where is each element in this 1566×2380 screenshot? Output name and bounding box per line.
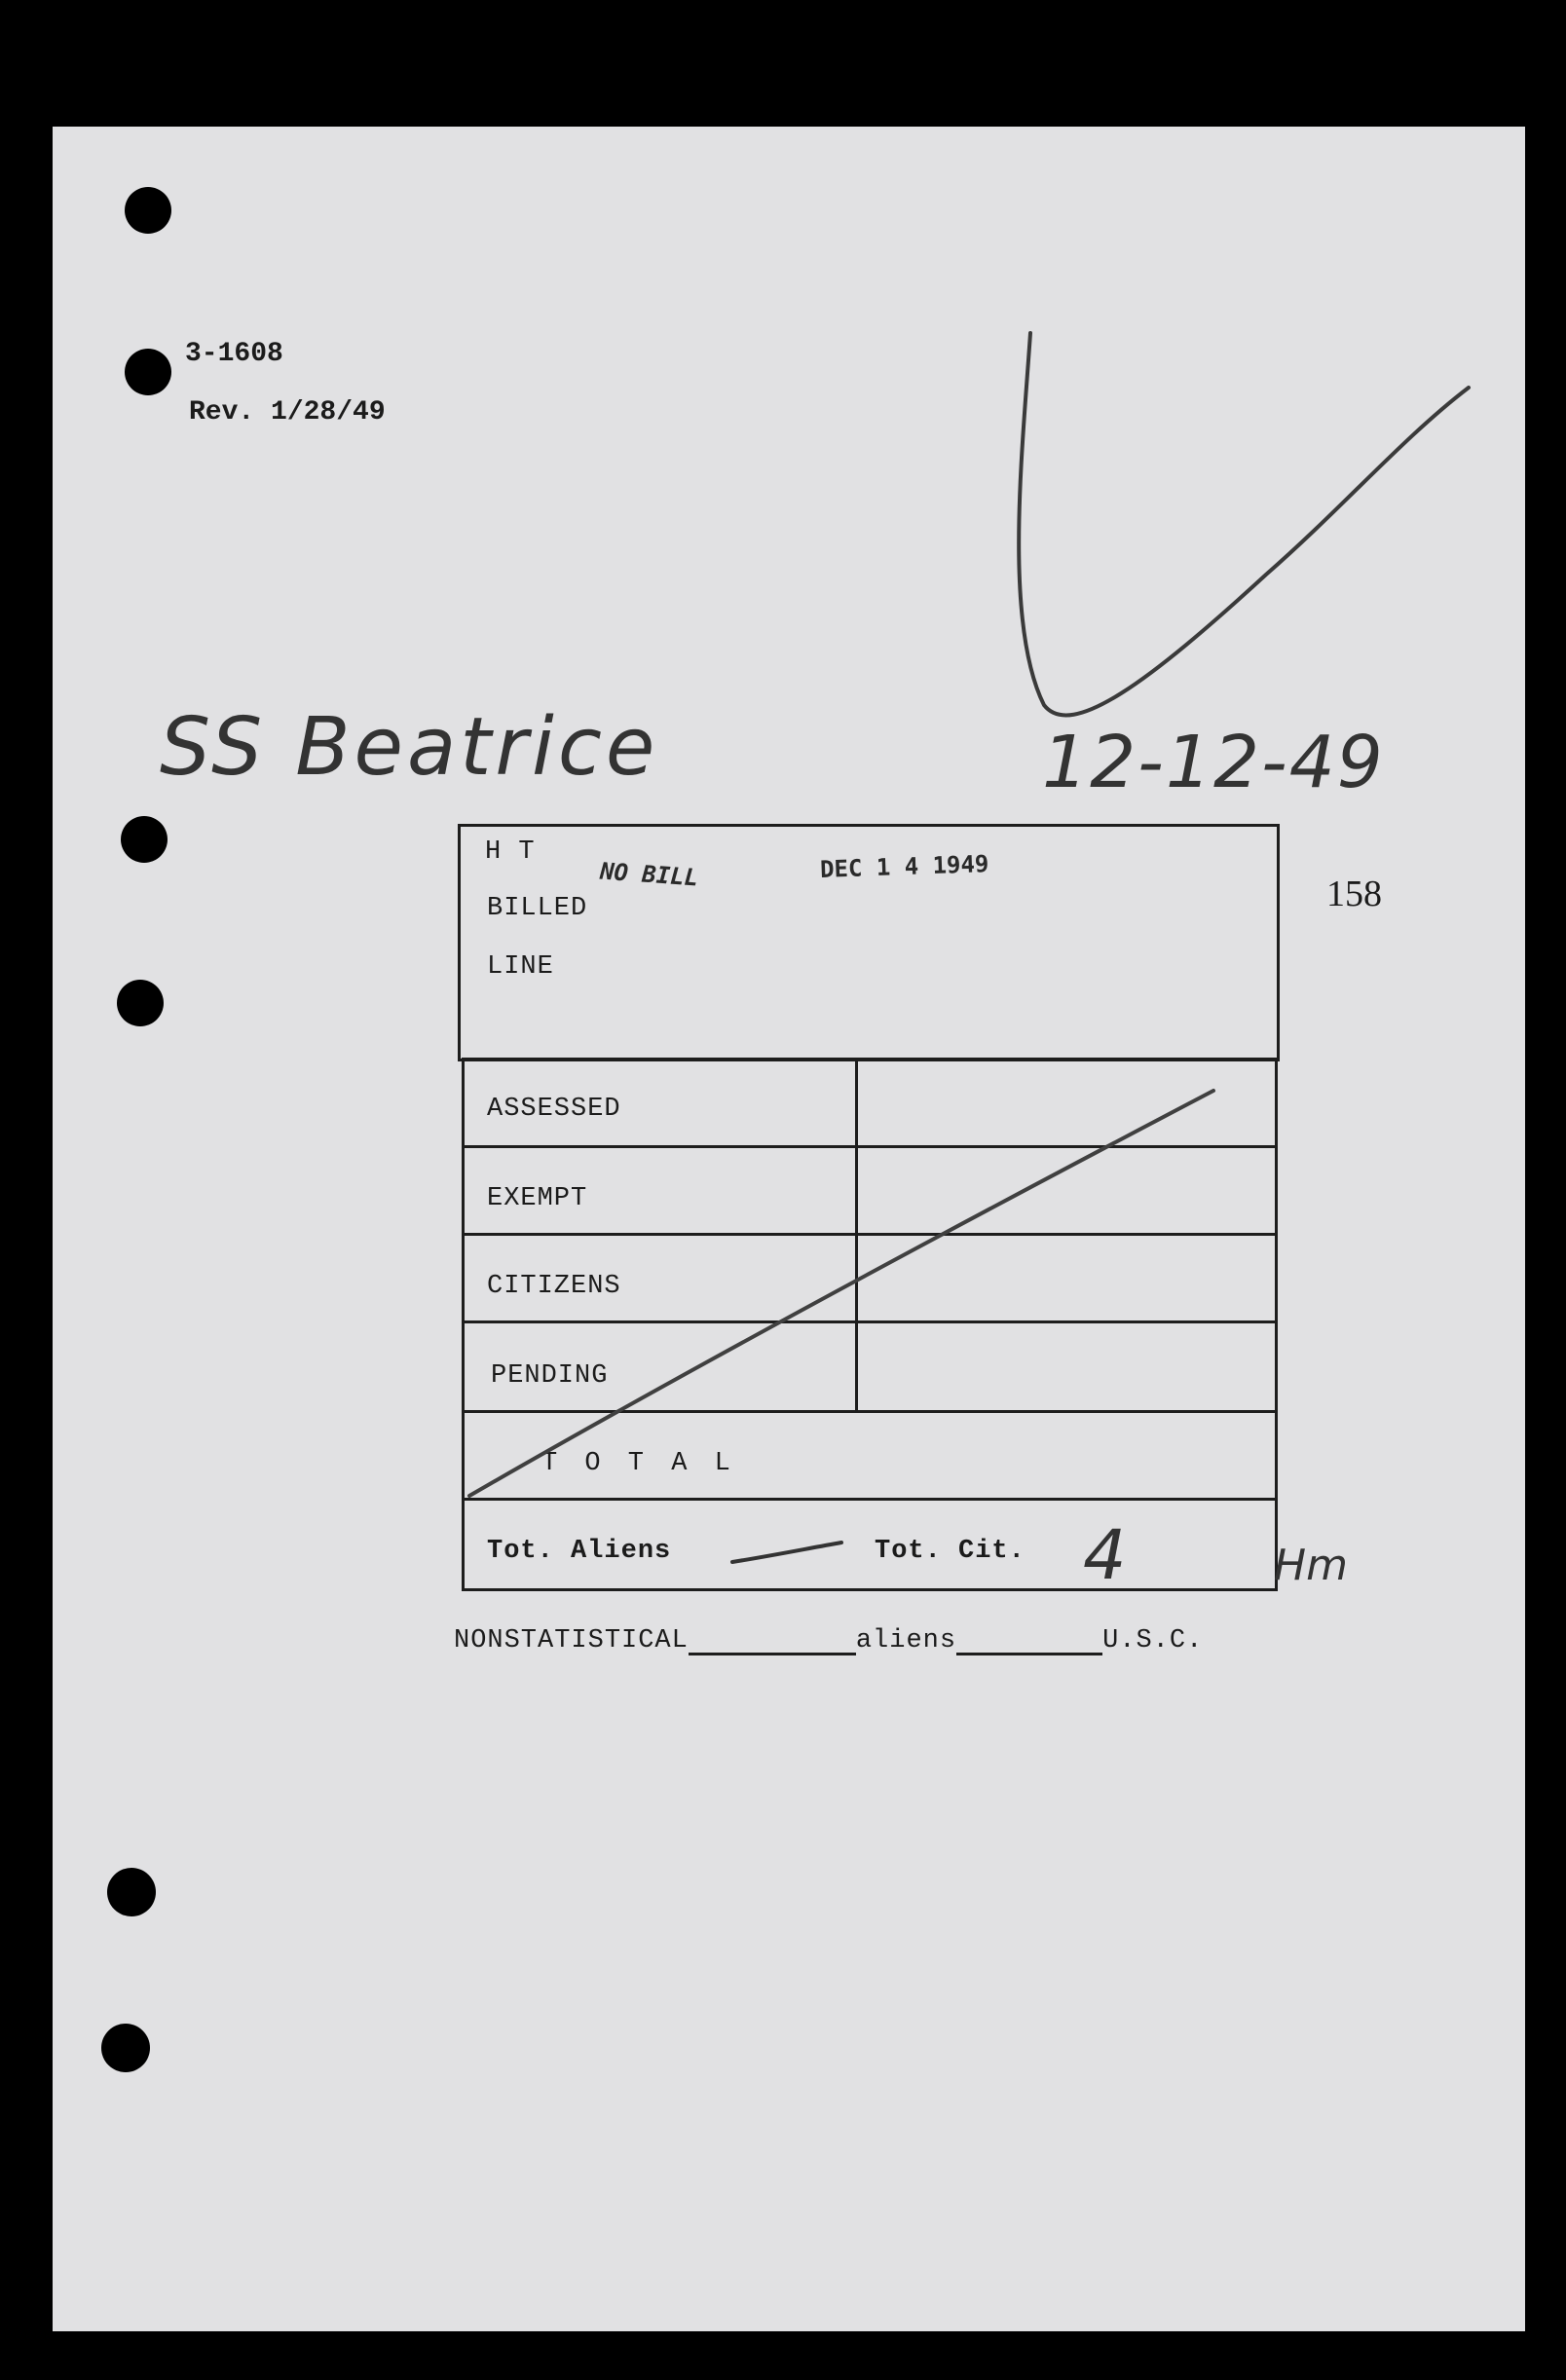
- assessed-label: ASSESSED: [487, 1095, 621, 1124]
- tot-cit-label: Tot. Cit.: [875, 1537, 1025, 1566]
- nonstatistical-blank: [689, 1627, 856, 1655]
- total-label: T O T A L: [541, 1449, 736, 1478]
- citizens-count: 4: [1083, 1515, 1127, 1595]
- nonstatistical-line: [454, 1626, 1203, 1655]
- no-bill-stamp: NO BILL: [599, 857, 700, 892]
- pending-label: PENDING: [491, 1361, 609, 1391]
- ht-label: H T: [485, 837, 536, 867]
- billed-label: BILLED: [487, 894, 588, 923]
- ship-name: SS Beatrice: [160, 701, 659, 794]
- aliens-blank: [956, 1627, 1102, 1655]
- form-revision: Rev. 1/28/49: [189, 397, 386, 428]
- form-number: 3-1608: [185, 339, 283, 369]
- usc-label: U.S.C.: [1102, 1626, 1204, 1655]
- nonstatistical-label: NONSTATISTICAL: [454, 1626, 689, 1655]
- tot-aliens-label: Tot. Aliens: [487, 1537, 672, 1566]
- aliens-label: aliens: [855, 1626, 957, 1655]
- date-received-stamp: DEC 1 4 1949: [819, 849, 989, 884]
- clerk-initials: Hm: [1274, 1541, 1348, 1590]
- handwritten-date: 12-12-49: [1042, 721, 1385, 804]
- exempt-label: EXEMPT: [487, 1184, 588, 1213]
- page-number: 158: [1326, 874, 1382, 914]
- line-label: LINE: [487, 952, 554, 982]
- citizens-label: CITIZENS: [487, 1272, 621, 1301]
